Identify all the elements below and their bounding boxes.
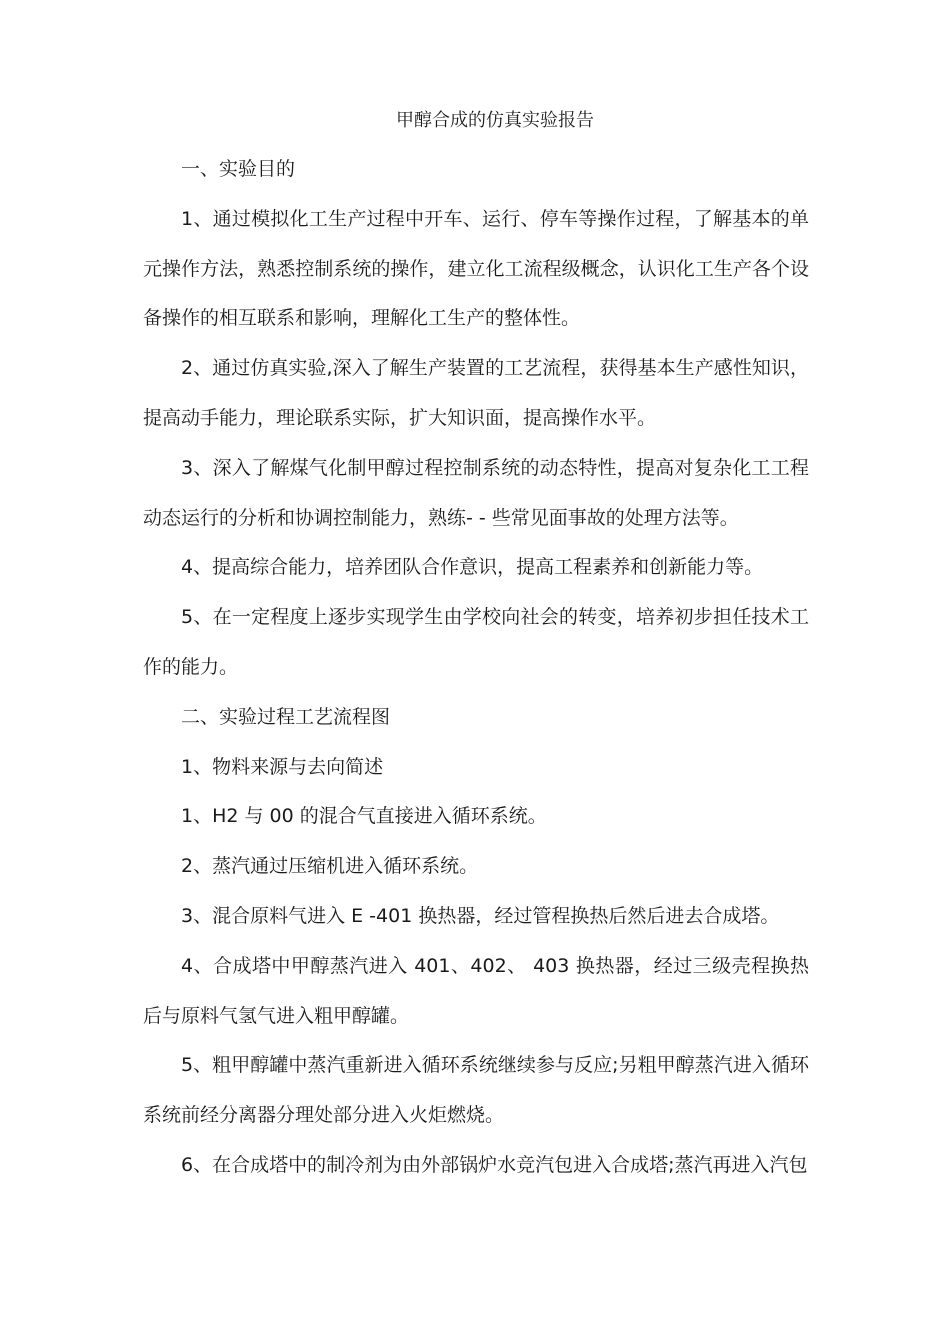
heading-process-flow: 二、实验过程工艺流程图 xyxy=(181,705,391,728)
paragraph-purpose-2: 2、通过仿真实验,深入了解生产装置的工艺流程，获得基本生产感性知识，提高动手能力，理论联系实际，扩大知识面，提高操作水平。 xyxy=(143,357,809,429)
paragraph-flow-5: 5、粗甲醇罐中蒸汽重新进入循环系统继续参与反应;另粗甲醇蒸汽进入循环系统前经分离器分理处部分进入火炬燃烧。 xyxy=(143,1054,809,1127)
paragraph-purpose-5: 5、在一定程度上逐步实现学生由学校向社会的转变，培养初步担任技术工作的能力。 xyxy=(143,606,809,678)
heading-experiment-purpose: 一、实验目的 xyxy=(181,158,296,180)
document-body xyxy=(143,145,809,1191)
subheading-material-flow: 1、物料来源与去向简述 xyxy=(181,755,384,778)
paragraph-flow-1: 1、H2 与 00 的混合气直接进入循环系统。 xyxy=(181,805,547,828)
paragraph-purpose-3: 3、深入了解煤气化制甲醇过程控制系统的动态特性，提高对复杂化工工程动态运行的分析和协调控制能力，熟练- - 些常见面事故的处理方法等。 xyxy=(143,456,809,529)
document-title: 甲醇合成的仿真实验报告 xyxy=(396,110,594,131)
paragraph-flow-3: 3、混合原料气进入 E -401 换热器，经过管程换热后然后进去合成塔。 xyxy=(181,904,780,927)
paragraph-purpose-4: 4、提高综合能力，培养团队合作意识，提高工程素养和创新能力等。 xyxy=(181,556,764,579)
paragraph-flow-6: 6、在合成塔中的制冷剂为由外部锅炉水竞汽包进入合成塔;蒸汽再进入汽包 xyxy=(181,1153,808,1176)
paragraph-purpose-1: 1、通过模拟化工生产过程中开车、运行、停车等操作过程，了解基本的单元操作方法，熟悉控制系统的操作，建立化工流程级概念，认识化工生产各个设备操作的相互联系和影响，理解化工生产的整体性。 xyxy=(143,207,809,330)
paragraph-flow-2: 2、蒸汽通过压缩机进入循环系统。 xyxy=(181,855,479,878)
paragraph-flow-4: 4、合成塔中甲醇蒸汽进入 401、402、 403 换热器，经过三级壳程换热后与原料气氢气进入粗甲醇罐。 xyxy=(143,954,809,1027)
